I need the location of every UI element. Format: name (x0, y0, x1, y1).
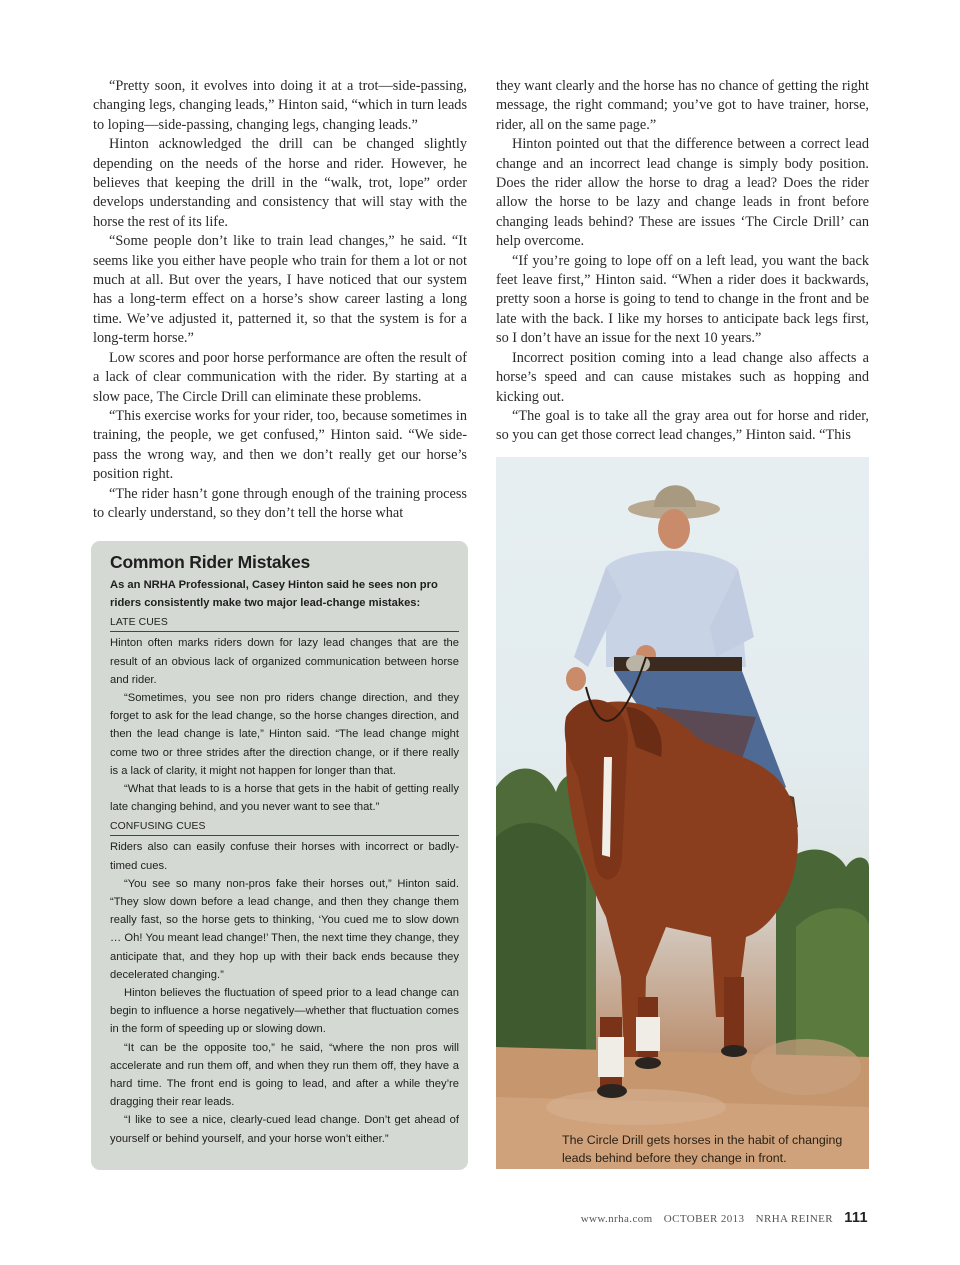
article-paragraph: Low scores and poor horse performance are often the result of a lack of clear communication with the rider. By starting at a slow pace, The Circle Drill can eliminate these problems. (93, 349, 467, 405)
photo-illustration (496, 457, 869, 1169)
footer-magazine-name: NRHA REINER (755, 1213, 834, 1225)
sidebar-subheading-late-cues: LATE CUES (110, 616, 459, 632)
sidebar-subheading-confusing-cues: CONFUSING CUES (110, 820, 459, 836)
page-footer (573, 1210, 868, 1226)
article-paragraph: “Pretty soon, it evolves into doing it at a trot—side-passing, changing legs, changing leads,” Hinton said, “which in turn leads to loping—side-passing, changing legs, changing leads.” (93, 78, 468, 133)
sidebar-paragraph: Riders also can easily confuse their horses with incorrect or badly-timed cues. (110, 841, 459, 872)
article-column-left (93, 77, 467, 523)
article-paragraph: Hinton acknowledged the drill can be changed slightly depending on the needs of the horse and rider. However, he believes that keeping the drill in the “walk, trot, lope” order develops understanding and consistency that will stay with the horse the rest of its life. (93, 136, 467, 230)
sidebar-intro: As an NRHA Professional, Casey Hinton said he sees non pro riders consistently make two major lead-change mistakes: (110, 579, 438, 610)
sidebar-paragraph: Hinton often marks riders down for lazy lead changes that are the result of an obvious lack of organized communication between horse and rider. (110, 637, 459, 686)
article-paragraph: “This exercise works for your rider, too, because sometimes in training, the people, we get confused,” Hinton said. “We side-pass the wrong way, and then we don’t really get our horse’s position right. (93, 407, 467, 483)
footer-issue-date: OCTOBER 2013 (663, 1213, 745, 1225)
article-column-right (496, 77, 869, 446)
article-paragraph: “Some people don’t like to train lead changes,” he said. “It seems like you either have people who train for them a lot or not much at all. But over the years, I have noticed that our system has a long-term effect on a horse’s show career lasting a long time. We’ve adjusted it, patterned it, so that the system is for a long-term horse.” (93, 233, 467, 347)
sidebar-paragraph: “You see so many non-pros fake their horses out,” Hinton said. “They slow down before a lead change, and then they change them really fast, so the horse gets to thinking, ‘You cued me to slow down … Oh! You meant lead change!’ Then, the next time they change, they anticipate that, and they hop up with their back ends because they decelerated changing.” (110, 877, 459, 981)
sidebar-paragraph: “What that leads to is a horse that gets in the habit of getting really late changing behind, and you never want to see that.” (110, 783, 459, 814)
page-number: 111 (844, 1210, 868, 1226)
sidebar-box (91, 541, 468, 1170)
article-paragraph: “The goal is to take all the gray area out for horse and rider, so you can get those correct lead changes,” Hinton said. “This (496, 407, 869, 444)
sidebar-paragraph: Hinton believes the fluctuation of speed prior to a lead change can begin to influence a horse negatively—whether that fluctuation comes in the form of speeding up or slowing down. (110, 987, 459, 1036)
article-paragraph: “The rider hasn’t gone through enough of the training process to clearly understand, so they don’t tell the horse what (93, 485, 467, 521)
sidebar-title: Common Rider Mistakes (110, 552, 311, 572)
sidebar-paragraph: “Sometimes, you see non pro riders change direction, and they forget to ask for the lead change, so the horse changes direction, and then the lead change is late,” Hinton said. “The lead change might come two or three strides after the direction change, or if there really is a lack of clarity, it might not happen for longer than that. (110, 692, 459, 777)
article-paragraph: Incorrect position coming into a lead change also affects a horse’s speed and can cause mistakes such as hopping and kicking out. (496, 349, 869, 405)
photo-caption: The Circle Drill gets horses in the habit of changing leads behind before they change in front. (562, 1133, 843, 1165)
sidebar-paragraph: “I like to see a nice, clearly-cued lead change. Don’t get ahead of yourself or behind yourself, and your horse won’t either.” (110, 1114, 459, 1145)
article-paragraph: “If you’re going to lope off on a left lead, you want the back feet leave first,” Hinton said. “When a rider does it backwards, pretty soon a horse is going to tend to change in the front and be late with the back. I like my horses to anticipate back legs first, so I don’t have an issue for the next 10 years.” (496, 252, 869, 347)
footer-website: www.nrha.com (580, 1213, 653, 1225)
article-paragraph: Hinton pointed out that the difference between a correct lead change and an incorrect lead change is simply body position. Does the rider allow the horse to drag a lead? Does the rider allow the horse to be lazy and change leads in front before changing leads behind? These are issues ‘The Circle Drill’ can help overcome. (496, 136, 869, 250)
sidebar-paragraph: “It can be the opposite too,” he said, “where the non pros will accelerate and run them off, and when they run them off, they have a hard time. The front end is going to lead, and after a while they’re dragging their rear leads. (110, 1041, 459, 1109)
rider-horse-photo (496, 457, 869, 1169)
article-paragraph: they want clearly and the horse has no chance of getting the right message, the right command; you’ve got to have trainer, horse, rider, all on the same page.” (496, 78, 869, 133)
